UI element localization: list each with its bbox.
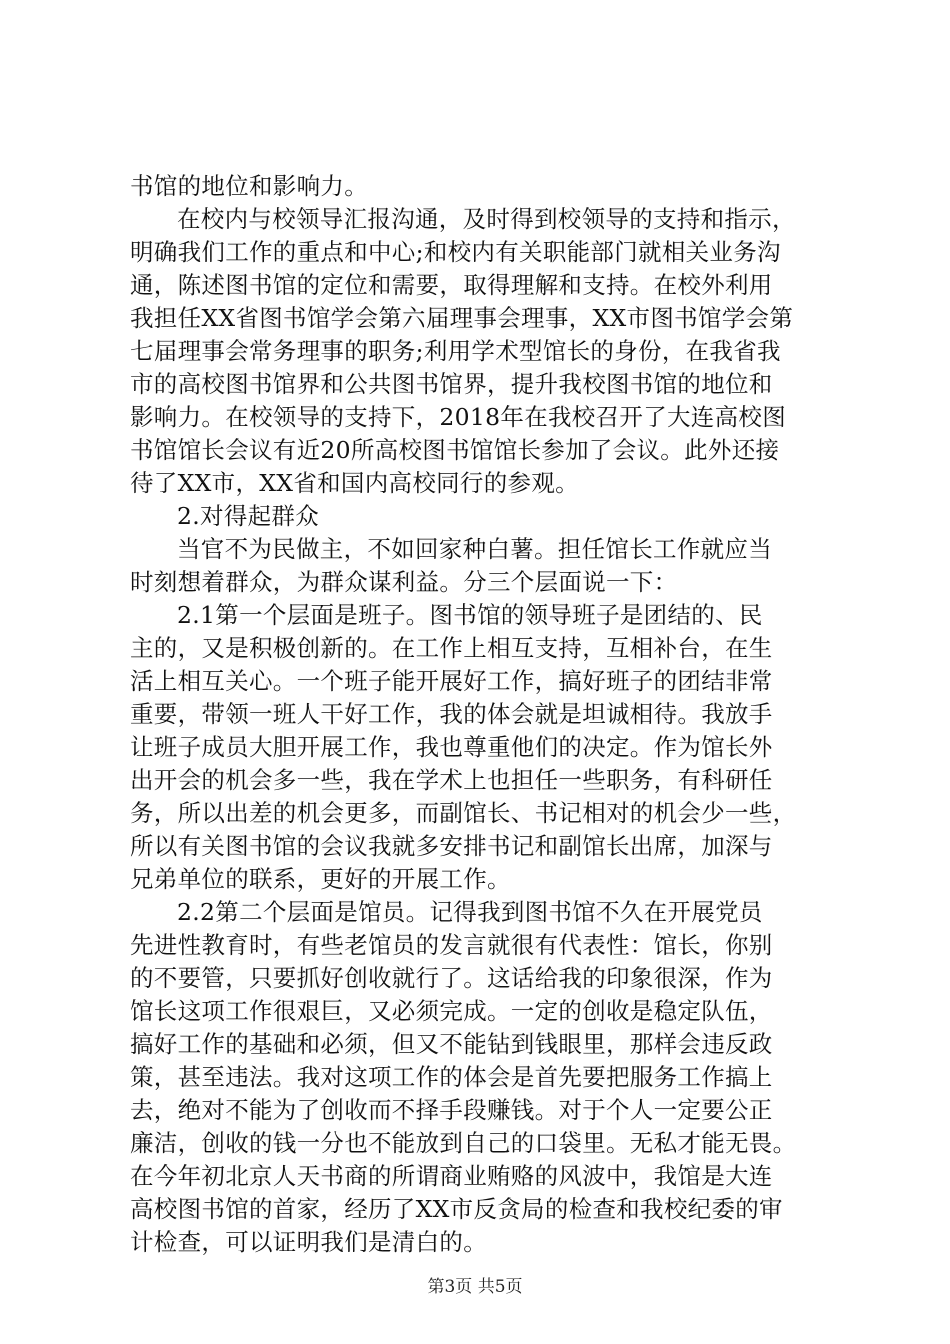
page-number-label: 第3页 共5页 bbox=[427, 1277, 523, 1297]
text-line: 重要，带领一班人干好工作，我的体会就是坦诚相待。我放手 bbox=[130, 700, 773, 728]
page-footer bbox=[0, 1276, 950, 1298]
text-line: 在今年初北京人天书商的所谓商业贿赂的风波中，我馆是大连 bbox=[130, 1162, 773, 1190]
text-line: 时刻想着群众，为群众谋利益。分三个层面说一下： bbox=[130, 568, 678, 596]
text-line: 的不要管，只要抓好创收就行了。这话给我的印象很深，作为 bbox=[130, 964, 773, 992]
text-line: 去，绝对不能为了创收而不择手段赚钱。对于个人一定要公正 bbox=[130, 1096, 773, 1124]
text-line: 市的高校图书馆界和公共图书馆界，提升我校图书馆的地位和 bbox=[130, 370, 773, 398]
text-line: 通，陈述图书馆的定位和需要，取得理解和支持。在校外利用 bbox=[130, 271, 773, 299]
text-line: 务，所以出差的机会更多，而副馆长、书记相对的机会少一些， bbox=[130, 799, 797, 827]
paragraph-start-line: 2.1第一个层面是班子。图书馆的领导班子是团结的、民 bbox=[177, 601, 763, 629]
text-line: 馆长这项工作很艰巨，又必须完成。一定的创收是稳定队伍， bbox=[130, 997, 773, 1025]
text-line: 影响力。在校领导的支持下，2018年在我校召开了大连高校图 bbox=[130, 403, 787, 431]
text-line: 计检查，可以证明我们是清白的。 bbox=[130, 1228, 487, 1256]
text-line: 七届理事会常务理事的职务;利用学术型馆长的身份，在我省我 bbox=[130, 337, 781, 365]
text-line: 廉洁，创收的钱一分也不能放到自己的口袋里。无私才能无畏。 bbox=[130, 1129, 797, 1157]
text-line: 主的，又是积极创新的。在工作上相互支持，互相补台，在生 bbox=[130, 634, 773, 662]
paragraph-start-line: 2.2第二个层面是馆员。记得我到图书馆不久在开展党员 bbox=[177, 898, 763, 926]
paragraph-start-line: 当官不为民做主，不如回家种白薯。担任馆长工作就应当 bbox=[177, 535, 772, 563]
text-line: 策，甚至违法。我对这项工作的体会是首先要把服务工作搞上 bbox=[130, 1063, 773, 1091]
text-line: 我担任XX省图书馆学会第六届理事会理事，XX市图书馆学会第 bbox=[130, 304, 794, 332]
text-line: 书馆馆长会议有近20所高校图书馆馆长参加了会议。此外还接 bbox=[130, 436, 780, 464]
paragraph-start-line: 在校内与校领导汇报沟通，及时得到校领导的支持和指示， bbox=[177, 205, 796, 233]
text-line: 高校图书馆的首家，经历了XX市反贪局的检查和我校纪委的审 bbox=[130, 1195, 783, 1223]
text-line: 所以有关图书馆的会议我就多安排书记和副馆长出席，加深与 bbox=[130, 832, 773, 860]
text-line: 出开会的机会多一些，我在学术上也担任一些职务，有科研任 bbox=[130, 766, 773, 794]
text-line: 待了XX市，XX省和国内高校同行的参观。 bbox=[130, 469, 579, 497]
text-line: 明确我们工作的重点和中心;和校内有关职能部门就相关业务沟 bbox=[130, 238, 781, 266]
text-line: 活上相互关心。一个班子能开展好工作，搞好班子的团结非常 bbox=[130, 667, 773, 695]
document-body bbox=[130, 170, 830, 1259]
section-heading: 2.对得起群众 bbox=[177, 502, 320, 530]
text-line: 让班子成员大胆开展工作，我也尊重他们的决定。作为馆长外 bbox=[130, 733, 773, 761]
text-line: 兄弟单位的联系，更好的开展工作。 bbox=[130, 865, 511, 893]
text-line: 书馆的地位和影响力。 bbox=[130, 172, 368, 200]
text-line: 先进性教育时，有些老馆员的发言就很有代表性：馆长，你别 bbox=[130, 931, 773, 959]
text-line: 搞好工作的基础和必须，但又不能钻到钱眼里，那样会违反政 bbox=[130, 1030, 773, 1058]
